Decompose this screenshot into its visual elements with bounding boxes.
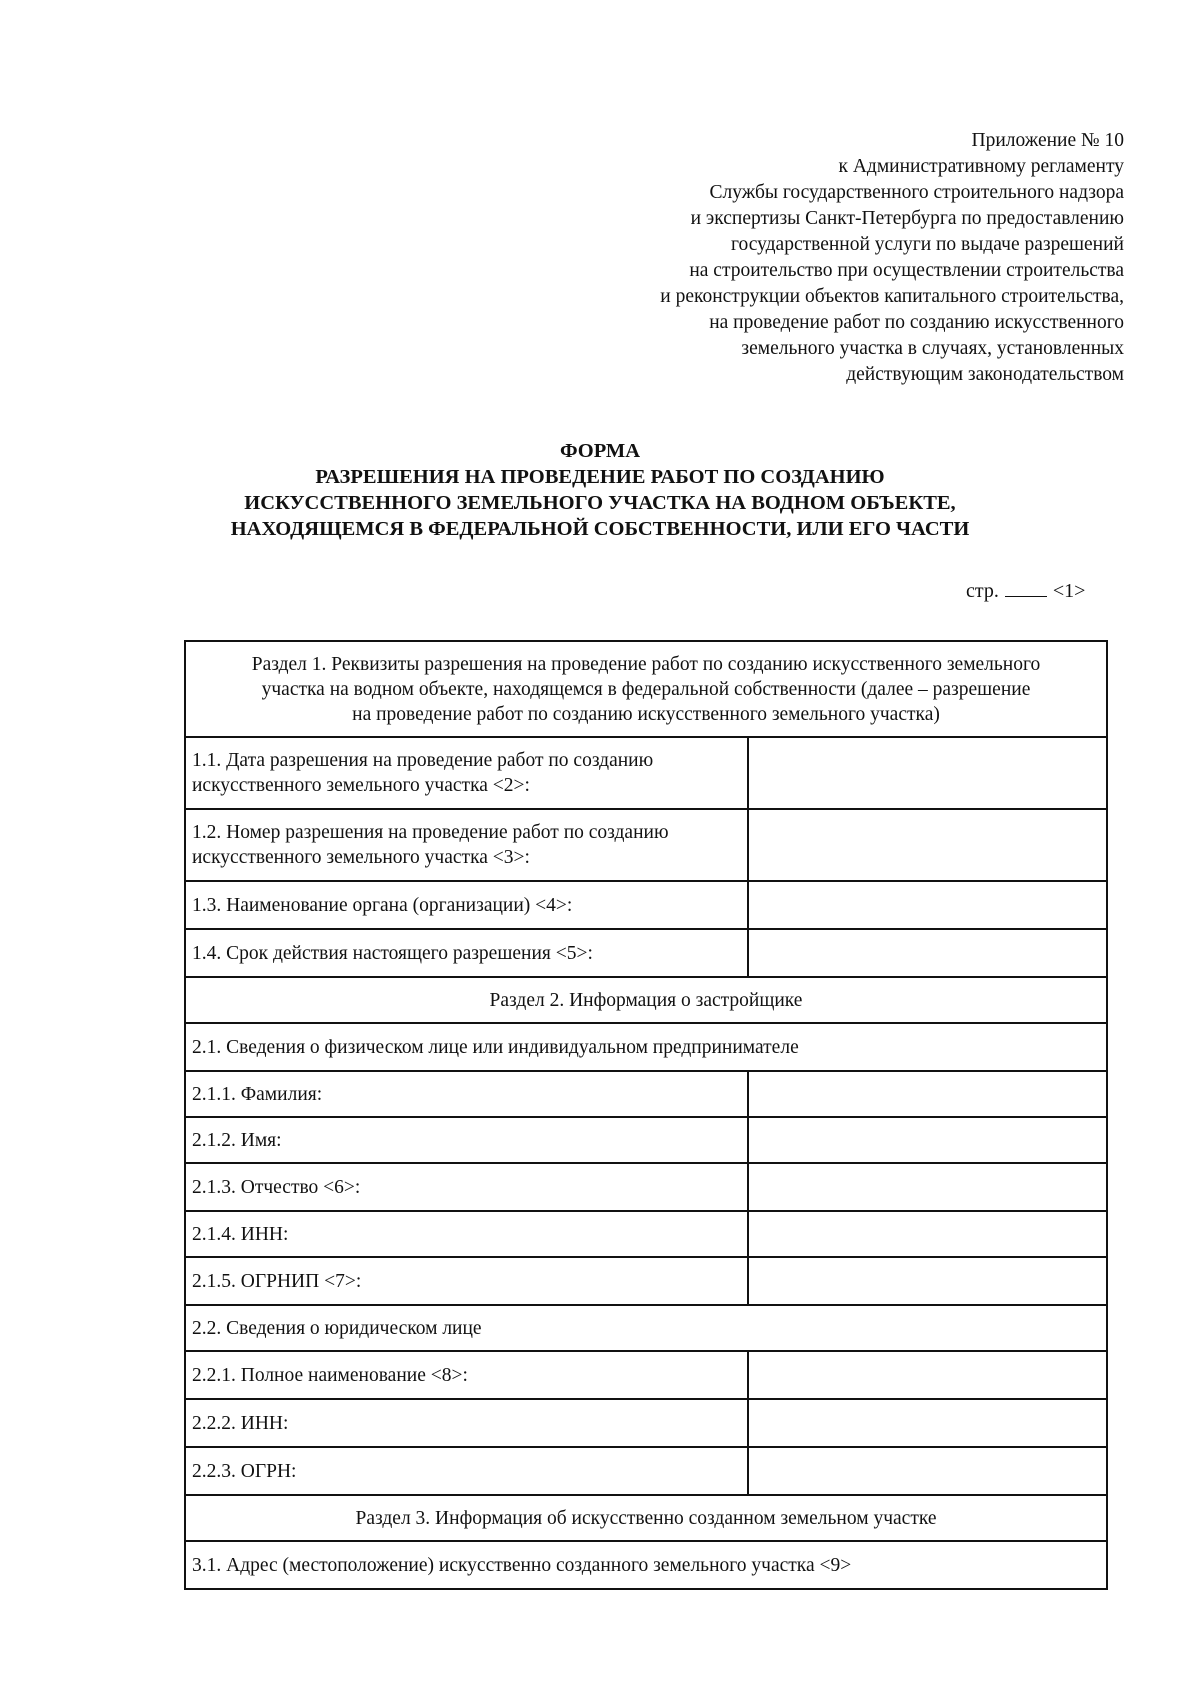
field-value-authority-name[interactable] <box>748 881 1107 929</box>
table-row <box>185 1211 1107 1257</box>
table-row <box>185 1399 1107 1447</box>
page-prefix: стр. <box>966 580 999 602</box>
table-row <box>185 1541 1107 1589</box>
table-row <box>185 809 1107 881</box>
table-row <box>185 1447 1107 1495</box>
table-row <box>185 1305 1107 1351</box>
table-row <box>185 1023 1107 1071</box>
page-footnote-ref: <1> <box>1052 580 1086 602</box>
title-line: ФОРМА <box>559 440 641 462</box>
appendix-line: и реконструкции объектов капитального строительства, <box>660 286 1124 307</box>
field-value-ogrn[interactable] <box>748 1447 1107 1495</box>
field-value-inn-legal[interactable] <box>748 1399 1107 1447</box>
field-label-land-address: 3.1. Адрес (местоположение) искусственно созданного земельного участка <9> <box>185 1541 1107 1589</box>
appendix-line: Приложение № 10 <box>971 130 1124 151</box>
field-label-authority-name: 1.3. Наименование органа (организации) <4>: <box>185 881 748 929</box>
appendix-line: и экспертизы Санкт-Петербурга по предоставлению <box>690 208 1124 229</box>
appendix-note <box>564 128 1124 388</box>
appendix-line: государственной услуги по выдаче разрешений <box>730 234 1124 255</box>
field-label-ogrn: 2.2.3. ОГРН: <box>185 1447 748 1495</box>
section-1-header-row <box>185 641 1107 737</box>
appendix-line: к Административному регламенту <box>838 156 1124 177</box>
table-row <box>185 737 1107 809</box>
document-title <box>0 438 1200 542</box>
field-value-ogrnip[interactable] <box>748 1257 1107 1305</box>
label-line: 1.2. Номер разрешения на проведение работ по созданию <box>192 822 669 843</box>
table-row <box>185 1163 1107 1211</box>
section-1-header-line: участка на водном объекте, находящемся в федеральной собственности (далее – разрешение <box>261 678 1031 700</box>
table-row <box>185 1351 1107 1399</box>
label-line: искусственного земельного участка <3>: <box>192 847 530 868</box>
appendix-line: на строительство при осуществлении строительства <box>689 260 1124 281</box>
table-row <box>185 1117 1107 1163</box>
field-value-first-name[interactable] <box>748 1117 1107 1163</box>
field-value-validity-period[interactable] <box>748 929 1107 977</box>
appendix-line: на проведение работ по созданию искусственного <box>709 312 1124 333</box>
field-label-full-name: 2.2.1. Полное наименование <8>: <box>185 1351 748 1399</box>
title-line: НАХОДЯЩЕМСЯ В ФЕДЕРАЛЬНОЙ СОБСТВЕННОСТИ, ИЛИ ЕГО ЧАСТИ <box>230 518 970 540</box>
label-line: 1.1. Дата разрешения на проведение работ по созданию <box>192 750 654 771</box>
section-3-header-row <box>185 1495 1107 1541</box>
label-line: искусственного земельного участка <2>: <box>192 775 530 796</box>
title-line: ИСКУССТВЕННОГО ЗЕМЕЛЬНОГО УЧАСТКА НА ВОДНОМ ОБЪЕКТЕ, <box>244 492 956 514</box>
subsection-individual: 2.1. Сведения о физическом лице или индивидуальном предпринимателе <box>185 1023 1107 1071</box>
field-label-surname: 2.1.1. Фамилия: <box>185 1071 748 1117</box>
field-label-permit-date <box>185 737 748 809</box>
field-label-validity-period: 1.4. Срок действия настоящего разрешения <5>: <box>185 929 748 977</box>
field-label-permit-number <box>185 809 748 881</box>
field-label-first-name: 2.1.2. Имя: <box>185 1117 748 1163</box>
field-value-inn-individual[interactable] <box>748 1211 1107 1257</box>
field-label-ogrnip: 2.1.5. ОГРНИП <7>: <box>185 1257 748 1305</box>
page-number-field <box>966 580 1085 603</box>
table-row <box>185 1257 1107 1305</box>
field-label-patronymic: 2.1.3. Отчество <6>: <box>185 1163 748 1211</box>
field-label-inn-individual: 2.1.4. ИНН: <box>185 1211 748 1257</box>
field-value-permit-number[interactable] <box>748 809 1107 881</box>
field-value-surname[interactable] <box>748 1071 1107 1117</box>
title-line: РАЗРЕШЕНИЯ НА ПРОВЕДЕНИЕ РАБОТ ПО СОЗДАНИЮ <box>315 466 885 488</box>
table-row <box>185 929 1107 977</box>
page-number-blank[interactable] <box>1005 582 1047 597</box>
subsection-legal-entity: 2.2. Сведения о юридическом лице <box>185 1305 1107 1351</box>
field-value-permit-date[interactable] <box>748 737 1107 809</box>
field-value-full-name[interactable] <box>748 1351 1107 1399</box>
section-1-header-line: на проведение работ по созданию искусственного земельного участка) <box>352 703 940 725</box>
section-2-header-row <box>185 977 1107 1023</box>
appendix-line: земельного участка в случаях, установленных <box>741 338 1124 359</box>
appendix-line: действующим законодательством <box>846 364 1124 385</box>
field-value-patronymic[interactable] <box>748 1163 1107 1211</box>
table-row <box>185 1071 1107 1117</box>
section-2-header: Раздел 2. Информация о застройщике <box>185 977 1107 1023</box>
field-label-inn-legal: 2.2.2. ИНН: <box>185 1399 748 1447</box>
appendix-line: Службы государственного строительного надзора <box>709 182 1124 203</box>
permit-form-table <box>184 640 1108 1590</box>
table-row <box>185 881 1107 929</box>
section-1-header-line: Раздел 1. Реквизиты разрешения на проведение работ по созданию искусственного земельного <box>251 653 1041 675</box>
section-1-header <box>185 641 1107 737</box>
section-3-header: Раздел 3. Информация об искусственно созданном земельном участке <box>185 1495 1107 1541</box>
